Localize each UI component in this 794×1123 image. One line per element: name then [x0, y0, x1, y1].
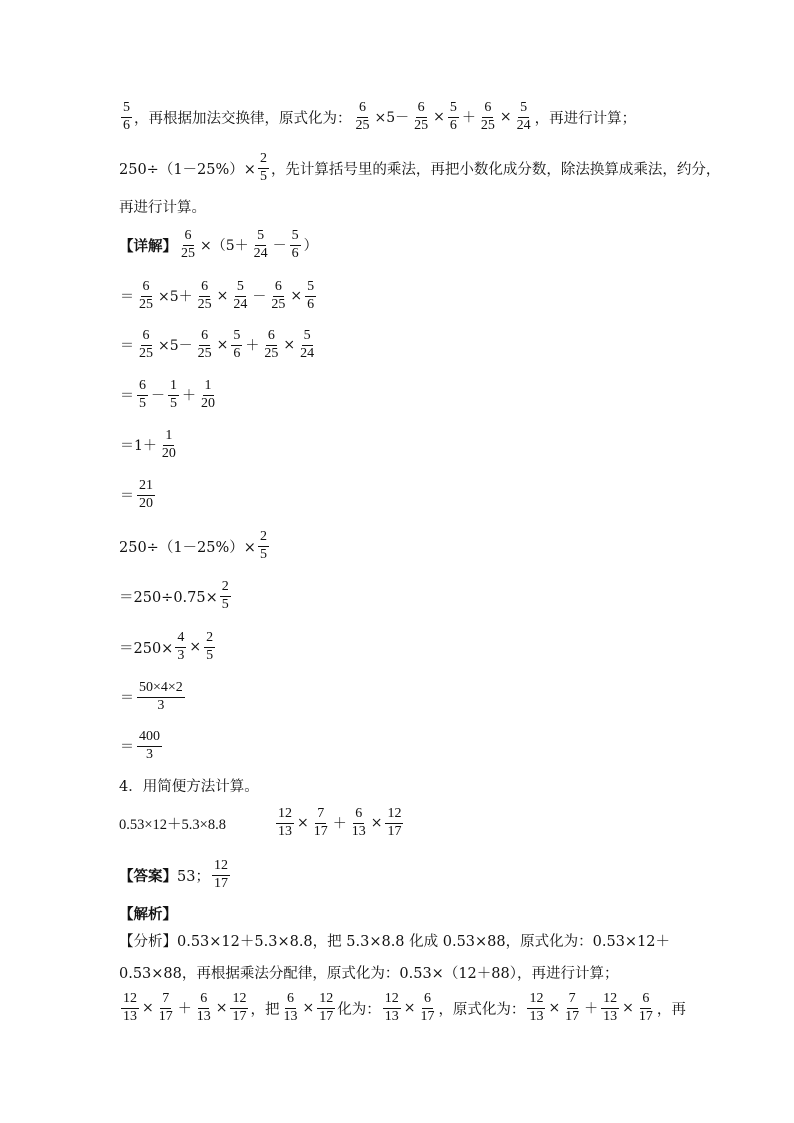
operator: × [216, 337, 229, 353]
operator: × [499, 109, 512, 125]
step-3 [119, 375, 219, 415]
fenxi-line-2 [119, 952, 618, 992]
fraction: $\frac{5}{6}$ [449, 99, 457, 133]
operator: × [142, 1000, 154, 1016]
fraction: $\frac{6}{25}$ [197, 327, 212, 361]
text: ，再进行计算； [534, 110, 637, 127]
text: 【分析】0.53×12＋5.3×8.8，把 5.3×8.8 化成 0.53×88，原式化为：0.53×12＋ [119, 933, 671, 950]
text: 4．用简便方法计算。 [119, 778, 259, 795]
fraction: $\frac{7}{17}$ [313, 805, 328, 839]
fraction: $\frac{12}{17}$ [319, 990, 334, 1024]
fraction: 5 24 [253, 227, 268, 261]
step-10 [119, 726, 164, 766]
text: 53； [177, 868, 210, 885]
fraction: $\frac{6}{25}$ [355, 99, 370, 133]
analysis-line-3 [119, 186, 206, 226]
fraction: $\frac{6}{25}$ [139, 278, 153, 312]
operator: ＝ [120, 690, 134, 706]
text: 化为： [337, 1001, 381, 1018]
operator: ×5－ [374, 110, 410, 126]
step-5 [119, 475, 157, 515]
question-4-expressions [119, 803, 405, 843]
fraction: $\frac{5}{24}$ [516, 99, 531, 133]
text: 250÷（1－25%）× [119, 161, 256, 178]
analysis-line-1 [119, 97, 636, 137]
fraction: 12 17 [213, 857, 228, 891]
step-6 [119, 526, 271, 566]
text: ，再 [656, 1001, 686, 1018]
fraction: 5 6 [291, 227, 299, 261]
fraction: $\frac{12}{13}$ [384, 990, 399, 1024]
operator: ×5－ [158, 338, 193, 354]
operator: × [548, 1000, 561, 1016]
text: 再进行计算。 [119, 199, 206, 216]
question-4-title [119, 765, 259, 805]
step-4 [119, 425, 180, 465]
fraction: 1 20 [161, 427, 176, 461]
step-8 [119, 627, 217, 667]
answer-line [119, 855, 232, 895]
operator: × [296, 815, 309, 831]
fraction: $\frac{5}{24}$ [300, 327, 315, 361]
operator: × [215, 1000, 228, 1016]
text: ，把 [250, 1001, 280, 1018]
fraction: $\frac{6}{17}$ [638, 990, 653, 1024]
text: ，原式化为： [438, 1001, 526, 1018]
fraction: $\frac{6}{25}$ [414, 99, 429, 133]
expression-a: 0.53×12＋5.3×8.8 [119, 816, 226, 833]
step-1 [119, 276, 318, 316]
text: ，再根据加法交换律，原式化为： [134, 110, 352, 127]
operator: ×5＋ [158, 289, 193, 305]
operator: ＝ [120, 338, 134, 354]
text: ＝250÷0.75× [119, 589, 218, 606]
fraction: $\frac{12}{17}$ [232, 990, 247, 1024]
fraction: $\frac{2}{5}$ [221, 578, 229, 612]
operator: ＋ [177, 1001, 192, 1017]
fraction: $\frac{5}{6}$ [307, 278, 315, 312]
answer-label: 【答案】 [119, 867, 177, 885]
fraction: $\frac{6}{25}$ [264, 327, 279, 361]
fraction: $\frac{5}{24}$ [233, 278, 248, 312]
operator: × [189, 639, 202, 655]
fraction: $\frac{12}{13}$ [603, 990, 618, 1024]
detail-label: 【详解】 [119, 237, 177, 255]
fraction: $\frac{6}{25}$ [139, 327, 153, 361]
operator: ＋ [461, 110, 476, 126]
fraction: 5 6 [123, 99, 130, 133]
detail-line [119, 225, 319, 265]
fraction: 6 5 [139, 377, 146, 411]
operator: ＝ [120, 739, 134, 755]
operator: × [370, 815, 383, 831]
fenxi-line-3 [119, 988, 686, 1028]
operator: ＋ [584, 1001, 599, 1017]
fraction: $\frac{6}{25}$ [480, 99, 495, 133]
fraction: 1 20 [201, 377, 215, 411]
operator: ×（5＋ [200, 238, 249, 254]
operator: × [622, 1000, 634, 1016]
operator: × [216, 288, 229, 304]
fraction: 1 5 [170, 377, 177, 411]
fraction: $\frac{2}{5}$ [259, 528, 267, 562]
operator: × [302, 1000, 315, 1016]
operator: ＋ [332, 816, 347, 832]
fraction: $\frac{6}{25}$ [181, 227, 195, 261]
step-7 [119, 576, 233, 616]
operator: ＝1＋ [120, 438, 157, 454]
fraction: $\frac{2}{5}$ [259, 150, 267, 184]
fraction: $\frac{4}{3}$ [177, 629, 185, 663]
fraction: $\frac{12}{13}$ [529, 990, 544, 1024]
fraction: $\frac{12}{13}$ [277, 805, 292, 839]
operator: ＋ [245, 338, 260, 354]
operator: ＝ [120, 488, 134, 504]
operator: － [151, 388, 165, 404]
fraction: $\frac{7}{17}$ [565, 990, 580, 1024]
step-9 [119, 677, 187, 717]
operator: ＋ [182, 388, 196, 404]
fraction: $\frac{2}{5}$ [206, 629, 214, 663]
fraction: $\frac{6}{13}$ [283, 990, 298, 1024]
step-2 [119, 325, 318, 365]
fraction: 400 3 [139, 728, 160, 762]
operator: × [290, 288, 303, 304]
fraction: $\frac{6}{13}$ [351, 805, 366, 839]
fraction: $\frac{12}{13}$ [123, 990, 137, 1024]
operator: × [433, 109, 445, 125]
operator: － [252, 289, 267, 305]
fraction: $\frac{5}{6}$ [233, 327, 241, 361]
fraction: 21 20 [139, 477, 153, 511]
text: ，先计算括号里的乘法，再把小数化成分数，除法换算成乘法，约分， [270, 161, 721, 178]
operator: ＝ [120, 388, 134, 404]
operator: × [283, 337, 296, 353]
fraction: $\frac{6}{25}$ [271, 278, 286, 312]
analysis-label: 【解析】 [119, 905, 177, 923]
fraction: 50×4×2 3 [139, 679, 183, 713]
operator: － [272, 238, 287, 254]
fraction: $\frac{6}{13}$ [196, 990, 211, 1024]
fraction: $\frac{6}{25}$ [197, 278, 212, 312]
fraction: $\frac{12}{17}$ [387, 805, 402, 839]
fraction: $\frac{7}{17}$ [158, 990, 173, 1024]
operator: ＝ [120, 289, 134, 305]
analysis-line-2 [119, 148, 720, 188]
fraction: $\frac{6}{17}$ [420, 990, 435, 1024]
text: ＝250× [119, 640, 174, 657]
operator: ） [303, 238, 318, 254]
text: 0.53×88，再根据乘法分配律，原式化为：0.53×（12＋88），再进行计算； [119, 965, 619, 982]
operator: × [403, 1000, 416, 1016]
text: 250÷（1－25%）× [119, 539, 256, 556]
